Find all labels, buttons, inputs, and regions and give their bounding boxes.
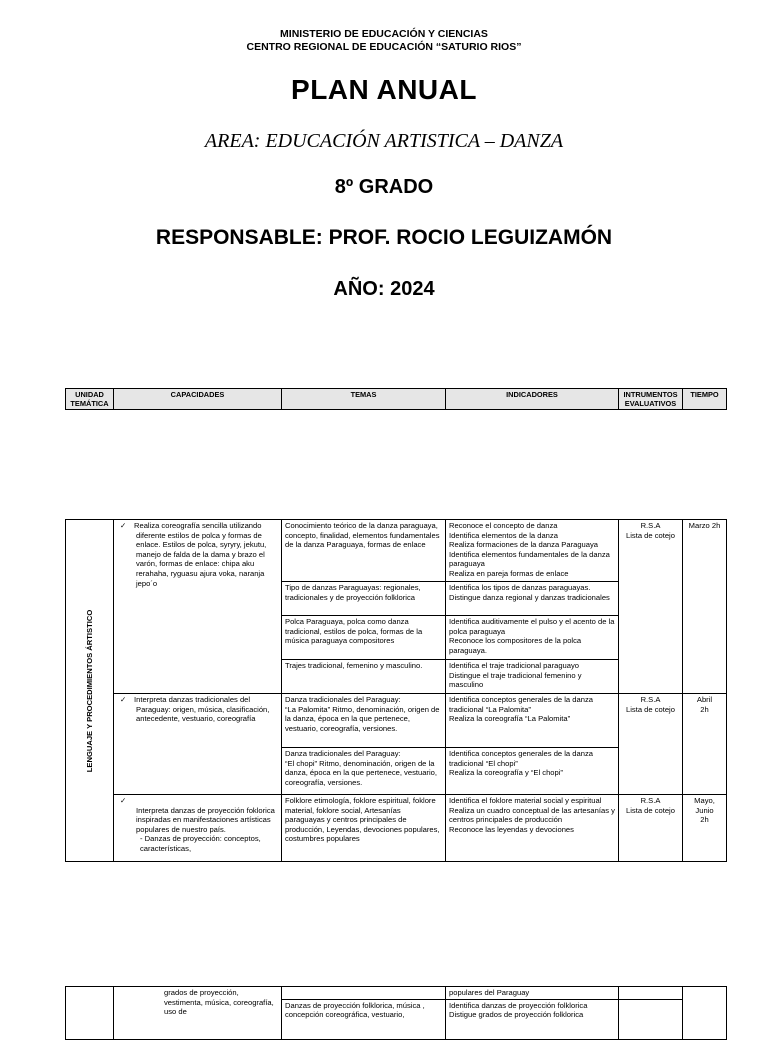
col-instrumentos: INTRUMENTOS EVALUATIVOS [619, 389, 683, 410]
responsible-heading: RESPONSABLE: PROF. ROCIO LEGUIZAMÓN [155, 226, 613, 249]
tema-cell [282, 987, 446, 1000]
instrumentos-cell: R.S.A Lista de cotejo [619, 694, 683, 795]
capacidad-cell: grados de proyección, vestimenta, música, coreografía, uso de [114, 987, 282, 1040]
tema-cell: Conocimiento teórico de la danza paraguaya, concepto, finalidad, elementos fundamentales de la danza Paraguaya, formas de enlace [282, 520, 446, 582]
indicador-cell: Identifica el foklore material social y espiritual Realiza un cuadro conceptual de las artesanías y centros principales de producción Reconoce las leyendas y devociones [446, 795, 619, 862]
col-unidad: UNIDAD TEMÁTICA [66, 389, 114, 410]
indicador-cell: Reconoce el concepto de danza Identifica elementos de la danza Realiza formaciones de la danza Paraguaya Identifica elementos fundamentales de la danza paraguaya Realiza en pareja formas de enlace [446, 520, 619, 582]
instrumentos-cell: R.S.A Lista de cotejo [619, 520, 683, 694]
unit-cell [66, 520, 114, 862]
tiempo-cell: Mayo, Junio 2h [683, 795, 727, 862]
tiempo-cell: Marzo 2h [683, 520, 727, 694]
center-name: CENTRO REGIONAL DE EDUCACIÓN “SATURIO RIOS” [246, 41, 522, 53]
col-temas: TEMAS [282, 389, 446, 410]
instrumentos-cell [619, 999, 683, 1039]
tiempo-cell [683, 987, 727, 1040]
table-row [66, 520, 727, 582]
indicador-cell: Identifica conceptos generales de la danza tradicional “El chopi” Realiza la coreografía y “El chopi” [446, 748, 619, 795]
unit-cell [66, 987, 114, 1040]
tiempo-cell: Abril 2h [683, 694, 727, 795]
capacidad-text: ✓ Interpreta danzas de proyección foklorica inspiradas en manifestaciones artísticas populares de nuestro país. [136, 805, 275, 834]
table-row [66, 987, 727, 1000]
capacidad-cell: ✓ Interpreta danzas tradicionales del Paraguay: origen, música, clasificación, antecedente, vestuario, coreografía [114, 694, 282, 795]
tema-cell: Polca Paraguaya, polca como danza tradicional, estilos de polca, formas de la música paraguaya compositores [282, 616, 446, 660]
indicador-cell: Identifica auditivamente el pulso y el acento de la polca paraguaya Reconoce los compositores de la polca paraguaya. [446, 616, 619, 660]
tema-cell: Trajes tradicional, femenino y masculino. [282, 660, 446, 694]
indicador-cell: populares del Paraguay [446, 987, 619, 1000]
col-tiempo: TIEMPO [683, 389, 727, 410]
indicador-cell: Identifica conceptos generales de la danza tradicional “La Palomita” Realiza la coreografía “La Palomita” [446, 694, 619, 748]
indicador-cell: Identifica el traje tradicional paraguayo Distingue el traje tradicional femenino y masculino [446, 660, 619, 694]
table-row [66, 795, 727, 862]
capacidad-cell: ✓ Realiza coreografía sencilla utilizando diferente estilos de polca y formas de enlace. Estilos de polca, syryry, jekutu, manejo de falda de la dama y brazo el varón, formas de enlace: chipa aku rerahaha, ryguasu ajura voka, naranja jepo´o [114, 520, 282, 694]
table-row [66, 694, 727, 748]
document-header [0, 28, 768, 54]
area-subtitle: AREA: EDUCACIÓN ARTISTICA – DANZA [204, 130, 564, 152]
tema-cell: Danza tradicionales del Paraguay: “El chopi” Ritmo, denominación, origen de la danza, época en la que pertenece, vestuario, coreografía, versiones. [282, 748, 446, 795]
tema-cell: Danzas de proyección folklorica, música , concepción coreográfica, vestuario, [282, 999, 446, 1039]
col-indicadores: INDICADORES [446, 389, 619, 410]
tema-cell: Tipo de danzas Paraguayas: regionales, tradicionales y de proyección folklorica [282, 582, 446, 616]
unit-label: LENGUAJE Y PROCEDIMIENTOS ÁRTISTICO [84, 609, 94, 772]
tema-cell: Danza tradicionales del Paraguay: “La Palomita” Ritmo, denominación, origen de la danza, época en la que pertenece, vestuario, coreografía, versiones. [282, 694, 446, 748]
document-title: PLAN ANUAL [291, 74, 477, 105]
grade-heading: 8º GRADO [334, 176, 434, 198]
instrumentos-cell: R.S.A Lista de cotejo [619, 795, 683, 862]
continuation-table [65, 986, 727, 1040]
tema-cell: Folklore etimología, foklore espiritual, foklore material, foklore social, Artesanías paraguayas y centros principales de producción, Leyendas, devociones populares, costumbres populares [282, 795, 446, 862]
capacidad-sub: - Danzas de proyección: conceptos, características, [140, 834, 261, 853]
capacidad-cell [114, 795, 282, 862]
column-header-table [65, 388, 727, 410]
col-capacidades: CAPACIDADES [114, 389, 282, 410]
indicador-cell: Identifica danzas de proyección folklorica Distigue grados de proyección folklorica [446, 999, 619, 1039]
indicador-cell: Identifica los tipos de danzas paraguayas. Distingue danza regional y danzas tradicionales [446, 582, 619, 616]
instrumentos-cell [619, 987, 683, 1000]
plan-table [65, 519, 727, 862]
year-heading: AÑO: 2024 [333, 278, 435, 300]
ministry-name: MINISTERIO DE EDUCACIÓN Y CIENCIAS [280, 28, 488, 40]
